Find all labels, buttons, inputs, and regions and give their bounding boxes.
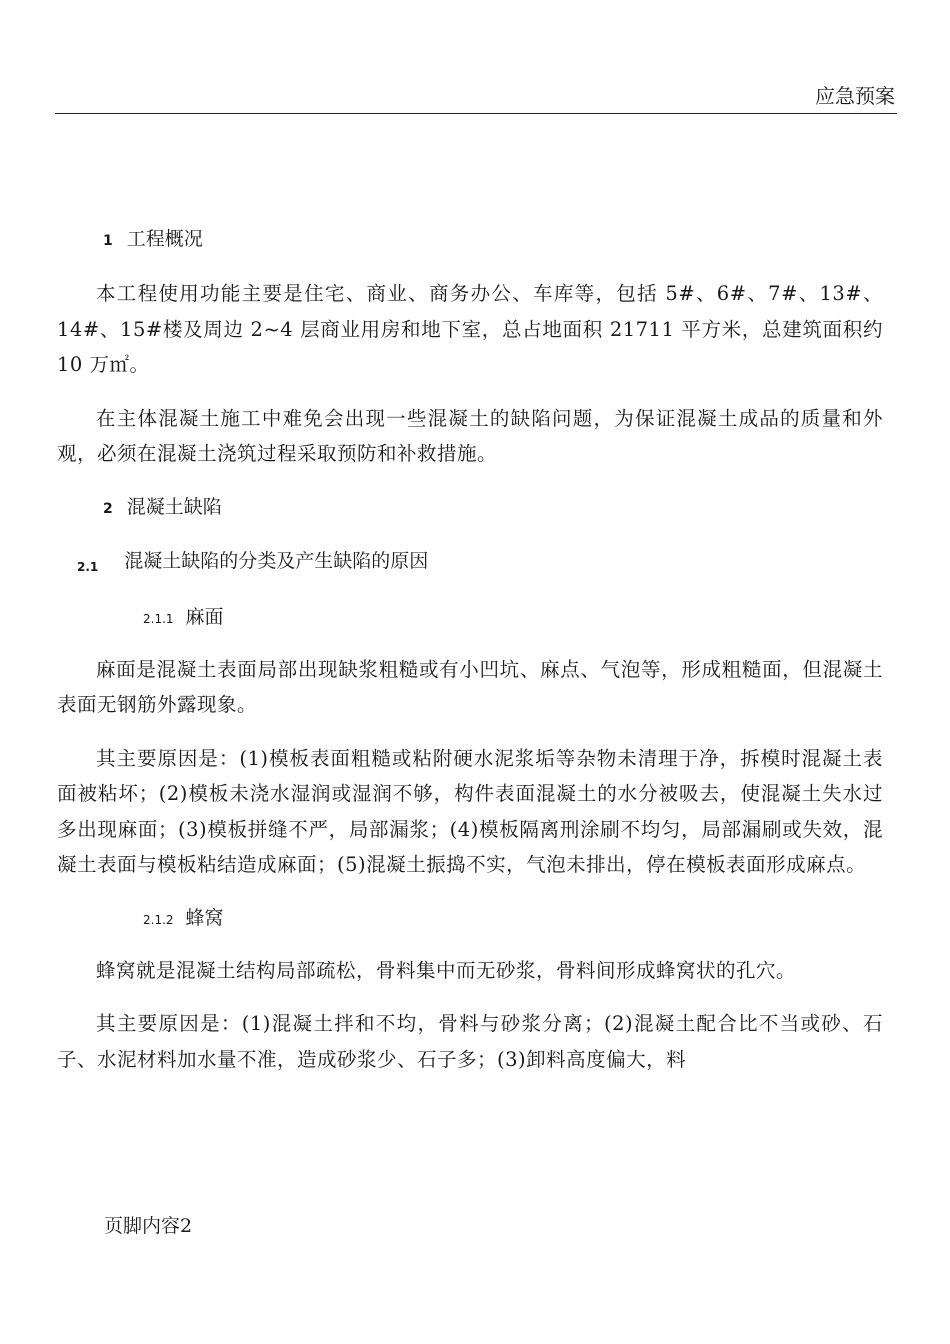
section-title: 麻面 bbox=[185, 605, 224, 628]
paragraph-honeycomb-definition: 蜂窝就是混凝土结构局部疏松，骨料集中而无砂浆，骨料间形成蜂窝状的孔穴。 bbox=[96, 958, 797, 982]
section-heading-2-1 bbox=[57, 544, 883, 584]
section-number: 1 bbox=[103, 233, 113, 249]
paragraph-pitting-causes: 其主要原因是：(1)模板表面粗糙或粘附硬水泥浆垢等杂物未清理于净，拆模时混凝土表面被粘坏；(2)模板未浇水湿润或湿润不够，构件表面混凝土的水分被吸去，使混凝土失水过多出现麻面；(3)模板拼缝不严，局部漏浆；(4)模板隔离刑涂刷不均匀，局部漏刷或失效，混凝土表面与模板粘结造成麻面；(5)混凝土振捣不实，气泡未排出，停在模板表面形成麻点。 bbox=[57, 746, 883, 876]
section-number: 2.1.1 bbox=[143, 611, 174, 626]
page-footer: 页脚内容2 bbox=[104, 1215, 193, 1237]
section-number: 2 bbox=[103, 500, 113, 517]
paragraph-pitting-definition: 麻面是混凝土表面局部出现缺浆粗糙或有小凹坑、麻点、气泡等，形成粗糙面，但混凝土表面无钢筋外露现象。 bbox=[57, 657, 883, 716]
section-title: 工程概况 bbox=[126, 228, 203, 250]
document-body bbox=[57, 222, 883, 1095]
section-number: 2.1.2 bbox=[143, 912, 174, 927]
paragraph-defect-intro: 在主体混凝土施工中难免会出现一些混凝土的缺陷问题，为保证混凝土成品的质量和外观，必须在混凝土浇筑过程采取预防和补救措施。 bbox=[57, 406, 883, 465]
paragraph-project-overview: 本工程使用功能主要是住宅、商业、商务办公、车库等，包括 5#、6#、7#、13#、14#、15#楼及周边 2~4 层商业用房和地下室，总占地面积 21711 平方米，总建筑面积约 10 万㎡。 bbox=[57, 282, 883, 376]
section-heading-1 bbox=[57, 222, 883, 258]
section-heading-2-1-1 bbox=[57, 600, 883, 636]
section-heading-2-1-2 bbox=[57, 901, 883, 937]
paragraph-honeycomb-causes: 其主要原因是：(1)混凝土拌和不均，骨料与砂浆分离；(2)混凝土配合比不当或砂、石子、水泥材料加水量不准，造成砂浆少、石子多；(3)卸料高度偏大，料 bbox=[57, 1012, 883, 1071]
section-title: 蜂窝 bbox=[185, 906, 224, 929]
section-title: 混凝土缺陷的分类及产生缺陷的原因 bbox=[124, 549, 429, 572]
header-divider bbox=[55, 113, 897, 114]
section-title: 混凝土缺陷 bbox=[126, 495, 222, 518]
header-title: 应急预案 bbox=[815, 84, 895, 108]
section-number: 2.1 bbox=[77, 559, 99, 574]
section-heading-2 bbox=[57, 490, 883, 526]
